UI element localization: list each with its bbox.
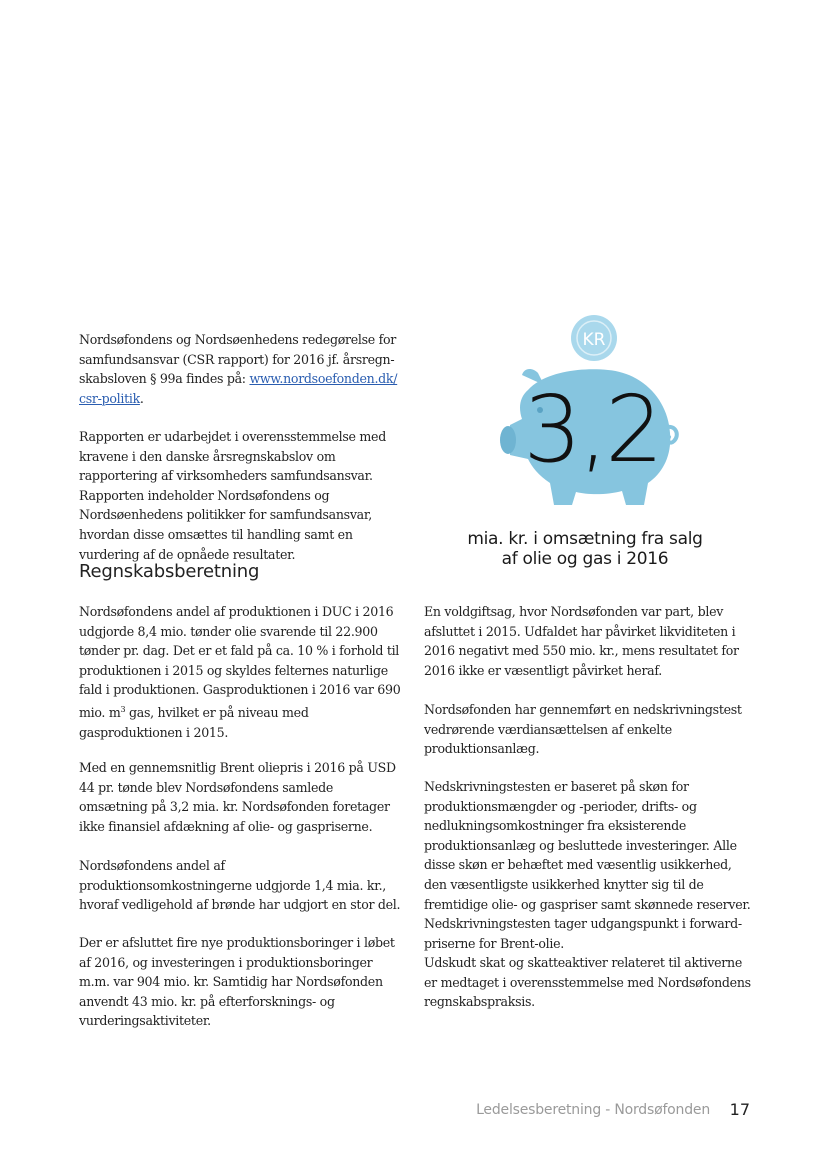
page-footer (440, 1100, 750, 1122)
arbitration-paragraph: En voldgiftsag, hvor Nordsøfonden var part, blev afsluttet i 2015. Udfaldet har påvirket likviditeten i 2016 negativt med 550 mio. kr., mens resultatet for 2016 ikke er væsentligt påvirket heraf. (424, 604, 739, 678)
intro-text-1: Nordsøfondens og Nordsøenhedens redegørelse for (79, 332, 396, 347)
revenue-caption-line-2: af olie og gas i 2016 (501, 549, 669, 569)
revenue-value: 3,2 (523, 376, 661, 483)
revenue-caption (430, 529, 740, 569)
drilling-paragraph: Der er afsluttet fire nye produktionsboringer i løbet af 2016, og investeringen i produktionsboringer m.m. var 904 mio. kr. Samtidig har Nordsøfonden anvendt 43 mio. kr. på efterforsknings- og vurderingsaktiviteter. (79, 935, 395, 1029)
production-text-end: gas, hvilket er på niveau med gasproduktionen i 2015. (79, 705, 309, 740)
csr-link-part2[interactable]: csr-politik (79, 390, 140, 406)
coin-label: KR (582, 330, 606, 350)
costs-paragraph: Nordsøfondens andel af produktionsomkostningerne udgjorde 1,4 mia. kr., hvoraf vedligehold af brønde har udgjort en stor del. (79, 858, 401, 913)
impairment-detail-paragraph: Nedskrivningstesten er baseret på skøn for produktionsmængder og -perioder, drifts- og nedlukningsomkostninger fra eksisterende produktionsanlæg og besluttede investeringer. Alle disse skøn er behæftet med væsentlig usikkerhed, den væsentligste usikkerhed knytter sig til de fremtidige olie- og gaspriser samt skønnede reserver. Nedskrivningstesten tager udgangspunkt i forward-priserne for Brent-olie. (424, 779, 751, 951)
coin-icon (571, 315, 617, 361)
production-text: Nordsøfondens andel af produktionen i DUC i 2016 udgjorde 8,4 mio. tønder olie svarende til 22.900 tønder pr. dag. Det er et fald på ca. 10 % i forhold til produktionen i 2015 og skyldes felternes naturlige fald i produktionen. Gasproduktionen i 2016 var 690 mio. m (79, 604, 401, 721)
intro-period: . (139, 390, 144, 406)
revenue-paragraph: Med en gennemsnitlig Brent oliepris i 2016 på USD 44 pr. tønde blev Nordsøfondens samlede omsætning på 3,2 mia. kr. Nordsøfonden foretager ikke finansiel afdækning af olie- og gaspriserne. (79, 760, 396, 834)
page-number: 17 (729, 1100, 750, 1119)
production-paragraph (79, 602, 401, 742)
intro-paragraph (79, 330, 414, 408)
tax-paragraph: Udskudt skat og skatteaktiver relateret til aktiverne er medtaget i overensstemmelse med Nordsøfondens regnskabspraksis. (424, 955, 751, 1010)
revenue-caption-line-1: mia. kr. i omsætning fra salg (467, 529, 703, 549)
impairment-intro-paragraph: Nordsøfonden har gennemført en nedskrivningstest vedrørende værdiansættelsen af enkelte produktionsanlæg. (424, 702, 742, 757)
csr-link-part1[interactable]: www.nordsoefonden.dk/ (249, 371, 398, 387)
intro-text-2: samfundsansvar (CSR rapport) for 2016 jf. årsregn- (79, 351, 395, 367)
superscript-3: 3 (120, 704, 126, 714)
rapport-paragraph: Rapporten er udarbejdet i overensstemmelse med kravene i den danske årsregnskabslov om rapportering af virksomheders samfundsansvar. Rapporten indeholder Nordsøfondens og Nordsøenhedens politikker for samfundsansvar, hvordan disse omsættes til handling samt en vurdering af de opnåede resultater. (79, 429, 386, 562)
intro-text-3: skabsloven § 99a findes på: (79, 371, 250, 387)
footer-section-title: Ledelsesberetning - Nordsøfonden (476, 1102, 710, 1118)
section-heading: Regnskabsberetning (79, 561, 260, 582)
